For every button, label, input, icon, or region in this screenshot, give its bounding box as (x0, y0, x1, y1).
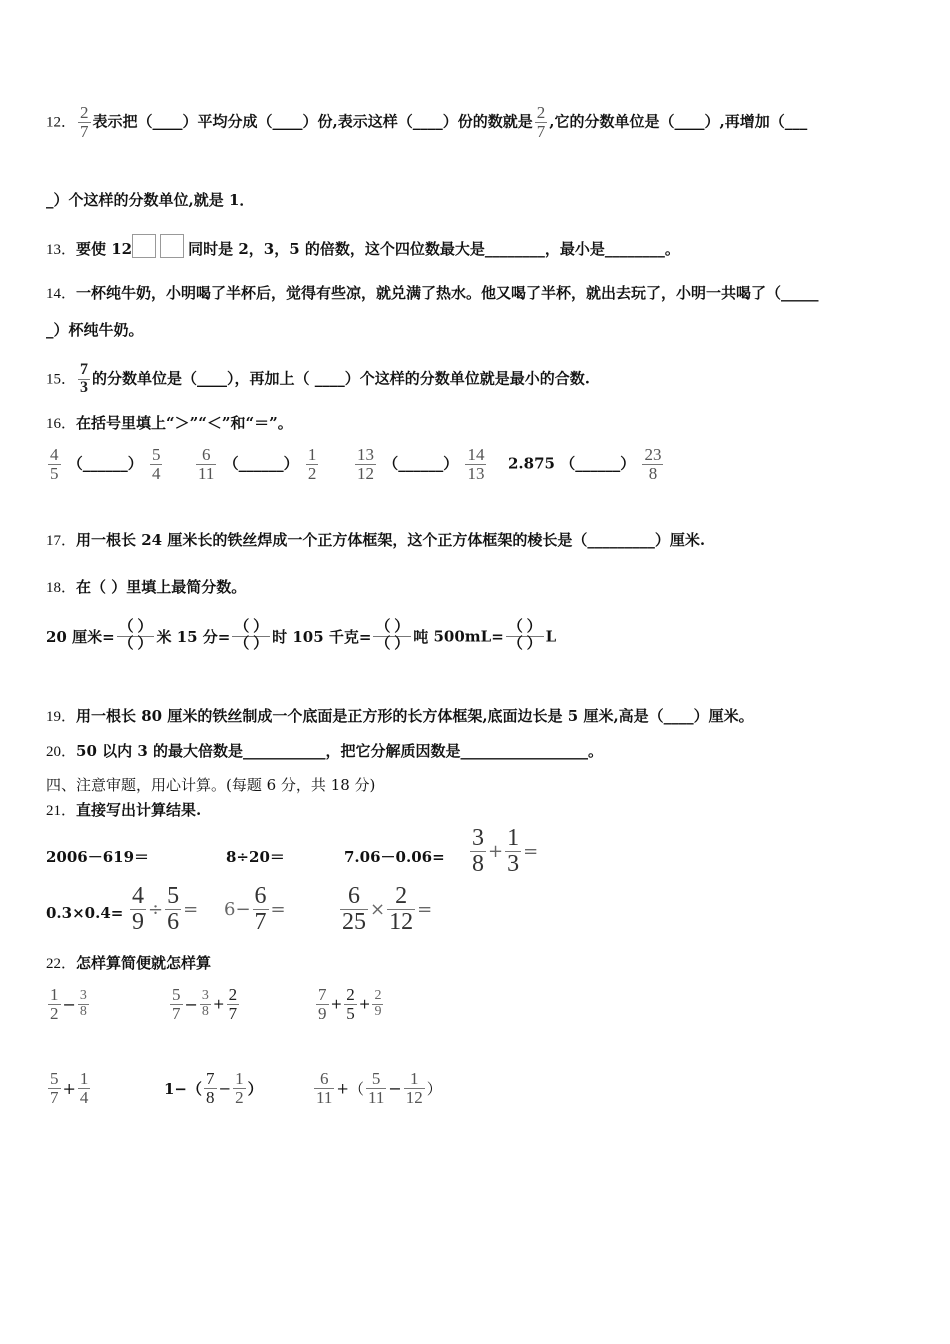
question-text: 一杯纯牛奶，小明喝了半杯后，觉得有些凉，就兑满了热水。他又喝了半杯，就出去玩了，小明一共喝了（_____ (76, 284, 819, 302)
comparison-4 (508, 446, 665, 483)
question-number: 19． (46, 709, 77, 725)
item-label: 500mL= (433, 627, 504, 646)
question-13 (46, 234, 680, 260)
calc-expr-fraction: $\frac{3}{8}$ + $\frac{1}{3}$ = (472, 825, 539, 878)
fraction: $\frac{2}{12}$ (389, 883, 414, 936)
simplify-expr-6: $\frac{6}{11}$ +（ $\frac{5}{11}$ − $\frac{1}{12}$ ） (316, 1069, 442, 1107)
question-18 (46, 577, 246, 598)
calc-expr: 2006－619＝ (46, 848, 150, 866)
fraction: $\frac{7}{9}$ (318, 985, 327, 1023)
simplify-expr-1: $\frac{1}{2}$ − $\frac{3}{8}$ (50, 985, 87, 1023)
question-text: 用一根长 24 厘米长的铁丝焊成一个正方体框架，这个正方体框架的棱长是（_________）厘米. (76, 531, 706, 549)
calc-expr-fraction: $\frac{6}{25}$ × $\frac{2}{12}$ = (342, 883, 433, 936)
question-text: ,它的分数单位是（____）,再增加（___ (549, 112, 808, 131)
question-number: 12． (46, 114, 77, 131)
answer-blank[interactable]: （______） (223, 454, 299, 473)
question-number: 17． (46, 533, 77, 549)
fraction: $\frac{2}{7}$ (228, 985, 238, 1023)
digit-box[interactable] (160, 234, 184, 258)
calc-expr: 7.06－0.06= (344, 848, 445, 866)
fraction: $\frac{7}{8}$ (206, 1069, 215, 1107)
fraction: $\frac{13}{12}$ (357, 445, 374, 483)
question-17 (46, 530, 705, 551)
simplify-expr-3: $\frac{7}{9}$ + $\frac{2}{5}$ + $\frac{2}{9}$ (318, 985, 382, 1023)
answer-blank[interactable]: （______） (383, 454, 459, 473)
question-number: 16． (46, 416, 77, 432)
fraction: $\frac{6}{25}$ (342, 883, 366, 936)
fraction: $\frac{23}{8}$ (644, 445, 662, 483)
fraction: $\frac{2}{7}$ (536, 103, 546, 141)
question-16 (46, 413, 293, 434)
fraction: $\frac{7}{3}$ (80, 361, 89, 396)
fraction: $\frac{1}{2}$ (307, 445, 317, 483)
section-heading: 四、注意审题，用心计算。(每题 6 分，共 18 分) (46, 776, 376, 794)
fraction: $\frac{6}{11}$ (316, 1069, 333, 1107)
question-number: 14． (46, 286, 77, 302)
fraction-blank[interactable]: $\frac{( )}{( )}$ (375, 619, 410, 652)
fraction: $\frac{14}{13}$ (467, 445, 485, 483)
question-number: 20． (46, 744, 77, 760)
question-title: 在（ ）里填上最简分数。 (76, 578, 247, 596)
simplify-expr-4: $\frac{5}{7}$ + $\frac{1}{4}$ (50, 1069, 89, 1107)
fraction: $\frac{5}{7}$ (172, 985, 181, 1023)
simplify-expr-5: 1−（ $\frac{7}{8}$ − $\frac{1}{2}$ ） (164, 1069, 263, 1107)
calc-expr: 8÷20＝ (226, 848, 285, 866)
comparison-1 (46, 446, 164, 483)
fraction-blank[interactable]: $\frac{( )}{( )}$ (118, 619, 153, 652)
fraction: $\frac{3}{8}$ (472, 825, 484, 878)
question-15 (46, 362, 590, 397)
question-20 (46, 741, 603, 762)
fraction: $\frac{2}{7}$ (80, 103, 89, 141)
question-19 (46, 706, 754, 727)
fraction: $\frac{1}{3}$ (507, 825, 520, 878)
comparison-2 (194, 446, 320, 483)
calc-expr-fraction: $\frac{4}{9}$ ÷ $\frac{5}{6}$ = (132, 883, 199, 936)
simplify-expr-2: $\frac{5}{7}$ − $\frac{3}{8}$ + $\frac{2}{7}$ (172, 985, 238, 1023)
answer-blank[interactable]: （______） (67, 454, 143, 473)
comparison-3 (353, 446, 488, 483)
fraction: $\frac{2}{5}$ (346, 985, 355, 1023)
question-text: 50 以内 3 的最大倍数是___________，把它分解质因数是_________________。 (76, 742, 603, 760)
fraction: $\frac{6}{7}$ (254, 883, 267, 936)
item-label: 20 厘米= (46, 627, 115, 646)
fraction: $\frac{2}{9}$ (374, 988, 382, 1019)
question-14 (46, 283, 819, 304)
question-text: 的分数单位是（____），再加上（ ____）个这样的分数单位就是最小的合数. (92, 369, 590, 388)
question-text: 表示把（____）平均分成（____）份,表示这样（____）份的数就是 (92, 112, 533, 131)
fraction: $\frac{5}{6}$ (167, 883, 180, 936)
fraction: $\frac{6}{11}$ (198, 445, 215, 483)
fraction: $\frac{1}{12}$ (405, 1069, 423, 1107)
fraction-blank[interactable]: $\frac{( )}{( )}$ (507, 619, 542, 652)
question-number: 15． (46, 371, 77, 388)
question-text: 同时是 2，3，5 的倍数，这个四位数最大是________，最小是________。 (188, 240, 680, 258)
question-number: 18． (46, 580, 77, 596)
fraction: $\frac{4}{5}$ (50, 445, 59, 483)
question-number: 22． (46, 956, 77, 972)
item-label: 15 分= (176, 627, 231, 646)
unit-label: 时 (272, 627, 288, 646)
unit-label: 吨 (413, 627, 429, 646)
fraction: $\frac{1}{2}$ (235, 1069, 244, 1107)
digit-box[interactable] (132, 234, 156, 258)
unit-label: L (545, 627, 557, 646)
fraction: $\frac{5}{7}$ (50, 1069, 59, 1107)
unit-label: 米 (156, 627, 172, 646)
question-12-continued: _）个这样的分数单位,就是 1． (46, 191, 255, 209)
question-text: 用一根长 80 厘米的铁丝制成一个底面是正方形的长方体框架,底面边长是 5 厘米,高是（____）厘米。 (76, 707, 754, 725)
fraction: $\frac{3}{8}$ (201, 988, 209, 1019)
question-title: 直接写出计算结果. (76, 801, 202, 819)
question-12 (46, 104, 807, 141)
question-number: 21． (46, 803, 77, 819)
fraction: $\frac{5}{11}$ (367, 1069, 385, 1107)
question-title: 在括号里填上“＞”“＜”和“＝”。 (76, 414, 293, 432)
fraction-blank[interactable]: $\frac{( )}{( )}$ (234, 619, 269, 652)
simplest-fraction-row (46, 620, 556, 653)
question-text: 要使 12 (76, 240, 133, 258)
item-label: 105 千克= (292, 627, 372, 646)
answer-blank[interactable]: （______） (560, 454, 636, 473)
question-21 (46, 800, 201, 821)
fraction: $\frac{1}{2}$ (50, 985, 59, 1023)
fraction: $\frac{5}{4}$ (151, 445, 161, 483)
question-22 (46, 953, 211, 974)
calc-expr: 0.3×0.4= (46, 904, 124, 922)
calc-expr-fraction: 6− $\frac{6}{7}$ = (224, 883, 286, 936)
decimal-value: 2.875 (508, 454, 555, 473)
question-title: 怎样算简便就怎样算 (76, 954, 212, 972)
fraction: $\frac{4}{9}$ (132, 883, 144, 936)
question-number: 13． (46, 242, 77, 258)
fraction: $\frac{3}{8}$ (79, 988, 87, 1019)
question-14-continued: _）杯纯牛奶。 (46, 321, 144, 339)
fraction: $\frac{1}{4}$ (79, 1069, 89, 1107)
